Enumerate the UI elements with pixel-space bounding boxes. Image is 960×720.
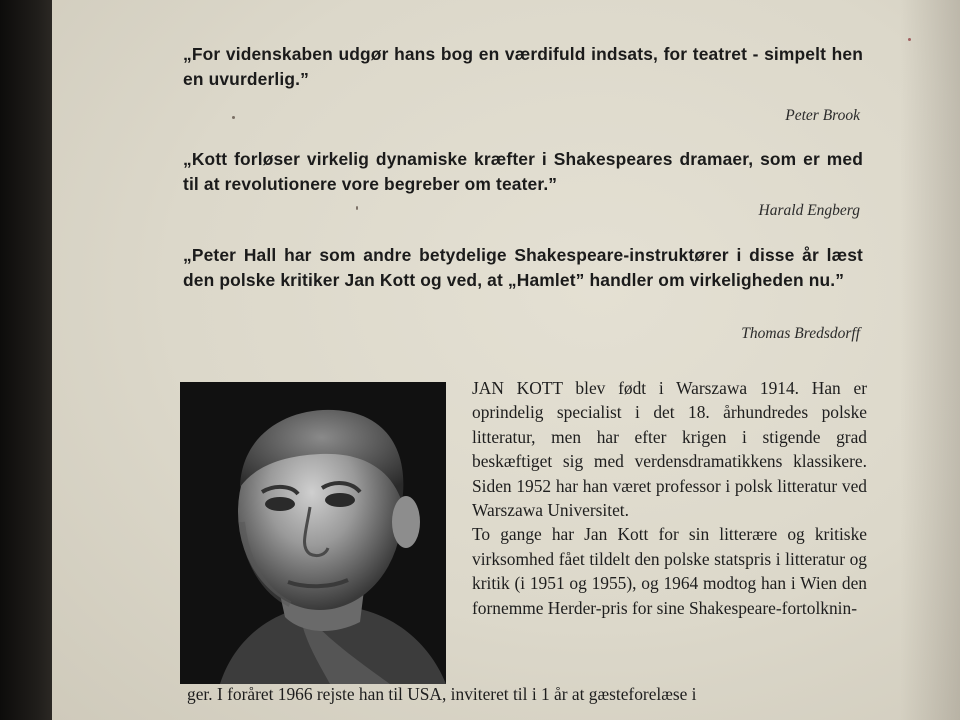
author-biography bbox=[472, 376, 867, 620]
quote-1-text: „For videnskaben udgør hans bog en værdifuld indsats, for teatret - simpelt hen en uvurderlig.” bbox=[183, 44, 863, 89]
quote-2-text: „Kott forløser virkelig dynamiske kræfter i Shakespeares dramaer, som er med til at revolutionere vore begreber om teater.” bbox=[183, 149, 863, 194]
quote-3-text: „Peter Hall har som andre betydelige Shakespeare-instruktører i disse år læst den polske kritiker Jan Kott og ved, at „Hamlet” handler om virkeligheden nu.” bbox=[183, 245, 863, 290]
paper-speck bbox=[232, 116, 235, 119]
portrait-illustration bbox=[180, 382, 446, 684]
author-portrait-photo bbox=[180, 382, 446, 684]
paper-speck bbox=[356, 206, 358, 210]
bio-continuation-line: ger. I foråret 1966 rejste han til USA, inviteret til i 1 år at gæsteforelæse i bbox=[187, 684, 697, 704]
bio-paragraph-1: JAN KOTT blev født i Warszawa 1914. Han er oprindelig specialist i det 18. århundredes polske litteratur, men har efter krigen i stigende grad beskæftiget sig med verdensdramatikkens klassikere. Siden 1952 har han været professor i polsk litteratur ved Warszawa Universitet. bbox=[472, 378, 867, 521]
quote-3-author: Thomas Bredsdorff bbox=[741, 325, 860, 342]
page-edge-shade bbox=[900, 0, 960, 720]
book-spine-shadow bbox=[0, 0, 52, 720]
bio-paragraph-2: To gange har Jan Kott for sin litterære og kritiske virksomhed fået tildelt den polske statspris i litteratur og kritik (i 1951 og 1955), og 1964 modtog han i Wien den fornemme Herder-pris for sine Shakespeare-fortolknin- bbox=[472, 524, 867, 618]
paper-speck bbox=[908, 38, 911, 41]
quote-2-author: Harald Engberg bbox=[758, 202, 860, 219]
quote-1-author: Peter Brook bbox=[785, 107, 860, 124]
